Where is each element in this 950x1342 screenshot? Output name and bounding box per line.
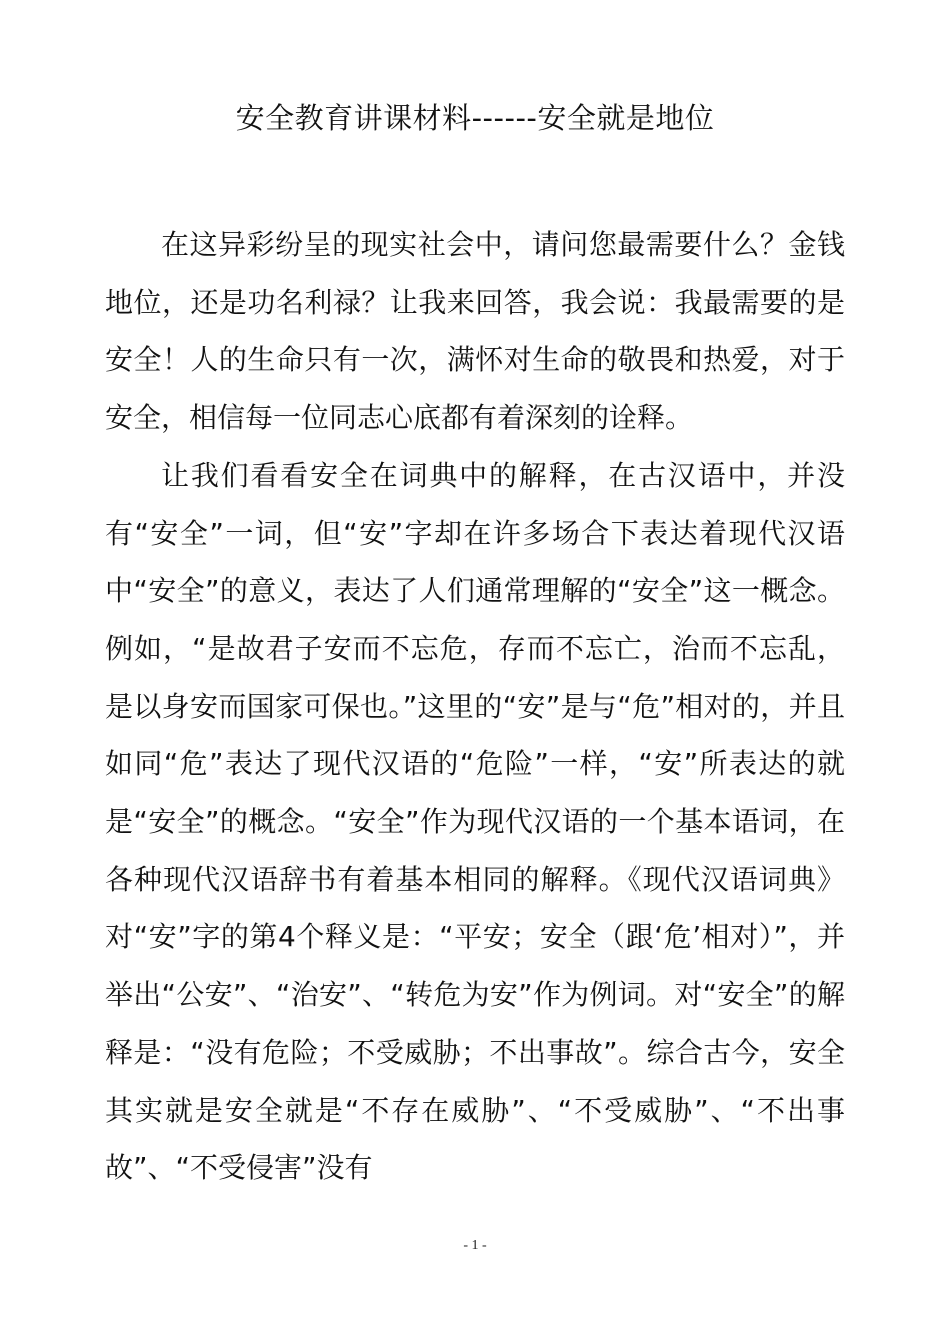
page-title: 安全教育讲课材料------安全就是地位 [235, 101, 715, 135]
paragraph-1: 在这异彩纷呈的现实社会中，请问您最需要什么？金钱地位，还是功名利禄？让我来回答，我会说：我最需要的是安全！人的生命只有一次，满怀对生命的敬畏和热爱，对于安全，相信每一位同志心底都有着深刻的诠释。 [105, 228, 845, 435]
page-number: - 1 - [463, 1238, 487, 1253]
document-body [105, 216, 845, 1197]
paragraph-2: 让我们看看安全在词典中的解释，在古汉语中，并没有“安全”一词，但“安”字却在许多场合下表达着现代汉语中“安全”的意义，表达了人们通常理解的“安全”这一概念。例如，“是故君子安而不忘危，存而不忘亡，治而不忘乱，是以身安而国家可保也。”这里的“安”是与“危”相对的，并且如同“危”表达了现代汉语的“危险”一样，“安”所表达的就是“安全”的概念。“安全”作为现代汉语的一个基本语词，在各种现代汉语辞书有着基本相同的解释。《现代汉语词典》对“安”字的第4个释义是：“平安；安全（跟‘危’相对）”，并举出“公安”、“治安”、“转危为安”作为例词。对“安全”的解释是：“没有危险；不受威胁；不出事故”。综合古今，安全其实就是安全就是“不存在威胁”、“不受威胁”、“不出事故”、“不受侵害”没有 [105, 458, 845, 1185]
